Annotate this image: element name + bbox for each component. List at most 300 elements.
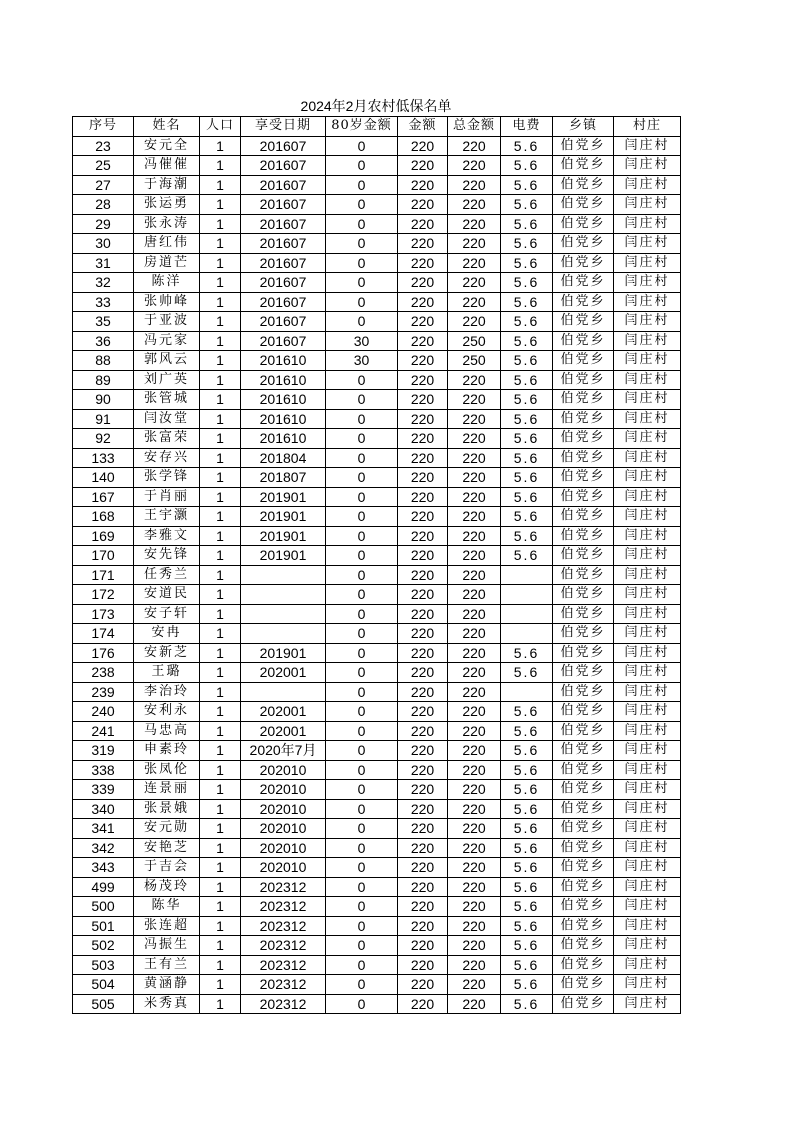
village-cell: 闫庄村: [614, 585, 681, 605]
electric-fee-cell: 5.6: [501, 156, 553, 176]
name-cell: 杨茂玲: [134, 877, 200, 897]
start-date-cell: [241, 624, 326, 644]
table-row: [73, 858, 681, 878]
amount-cell: 220: [398, 721, 448, 741]
start-date-cell: 202312: [241, 936, 326, 956]
township-cell: 伯党乡: [553, 936, 614, 956]
amount-cell: 220: [398, 370, 448, 390]
start-date-cell: 202010: [241, 838, 326, 858]
start-date-cell: 202312: [241, 877, 326, 897]
name-cell: 王宇灏: [134, 507, 200, 527]
table-row: [73, 682, 681, 702]
township-cell: 伯党乡: [553, 409, 614, 429]
village-cell: 闫庄村: [614, 819, 681, 839]
population-cell: 1: [200, 643, 241, 663]
table-row: [73, 565, 681, 585]
name-cell: 冯元家: [134, 331, 200, 351]
electric-fee-cell: 5.6: [501, 234, 553, 254]
total-amount-cell: 220: [448, 312, 501, 332]
electric-fee-cell: 5.6: [501, 838, 553, 858]
population-cell: 1: [200, 253, 241, 273]
township-cell: 伯党乡: [553, 624, 614, 644]
serial-cell: 501: [73, 916, 134, 936]
electric-fee-cell: 5.6: [501, 994, 553, 1014]
population-cell: 1: [200, 760, 241, 780]
population-cell: 1: [200, 702, 241, 722]
township-cell: 伯党乡: [553, 487, 614, 507]
serial-cell: 341: [73, 819, 134, 839]
population-cell: 1: [200, 975, 241, 995]
start-date-cell: 202010: [241, 780, 326, 800]
start-date-cell: 202312: [241, 897, 326, 917]
age80-amount-cell: 0: [326, 760, 398, 780]
serial-cell: 504: [73, 975, 134, 995]
township-cell: 伯党乡: [553, 955, 614, 975]
township-cell: 伯党乡: [553, 721, 614, 741]
amount-cell: 220: [398, 955, 448, 975]
amount-cell: 220: [398, 175, 448, 195]
name-cell: 连景丽: [134, 780, 200, 800]
age80-amount-cell: 0: [326, 292, 398, 312]
electric-fee-cell: 5.6: [501, 643, 553, 663]
township-cell: 伯党乡: [553, 390, 614, 410]
village-cell: 闫庄村: [614, 663, 681, 683]
start-date-cell: [241, 682, 326, 702]
table-row: [73, 936, 681, 956]
population-cell: 1: [200, 546, 241, 566]
start-date-cell: 201610: [241, 409, 326, 429]
table-row: [73, 526, 681, 546]
township-cell: 伯党乡: [553, 799, 614, 819]
start-date-cell: 201610: [241, 370, 326, 390]
age80-amount-cell: 0: [326, 916, 398, 936]
name-cell: 安新芝: [134, 643, 200, 663]
name-cell: 张管城: [134, 390, 200, 410]
serial-cell: 338: [73, 760, 134, 780]
amount-cell: 220: [398, 741, 448, 761]
total-amount-cell: 220: [448, 175, 501, 195]
township-cell: 伯党乡: [553, 195, 614, 215]
serial-cell: 167: [73, 487, 134, 507]
serial-cell: 92: [73, 429, 134, 449]
amount-cell: 220: [398, 195, 448, 215]
name-cell: 王璐: [134, 663, 200, 683]
electric-fee-cell: 5.6: [501, 273, 553, 293]
start-date-cell: 202001: [241, 663, 326, 683]
village-cell: 闫庄村: [614, 936, 681, 956]
amount-cell: 220: [398, 253, 448, 273]
township-cell: 伯党乡: [553, 448, 614, 468]
table-row: [73, 136, 681, 156]
amount-cell: 220: [398, 819, 448, 839]
age80-amount-cell: 0: [326, 526, 398, 546]
township-cell: 伯党乡: [553, 312, 614, 332]
table-row: [73, 780, 681, 800]
serial-cell: 35: [73, 312, 134, 332]
total-amount-cell: 220: [448, 663, 501, 683]
age80-amount-cell: 0: [326, 370, 398, 390]
total-amount-cell: 220: [448, 156, 501, 176]
age80-amount-cell: 0: [326, 448, 398, 468]
village-cell: 闫庄村: [614, 292, 681, 312]
serial-cell: 174: [73, 624, 134, 644]
total-amount-cell: 250: [448, 351, 501, 371]
table-row: [73, 273, 681, 293]
township-cell: 伯党乡: [553, 585, 614, 605]
electric-fee-cell: 5.6: [501, 214, 553, 234]
village-cell: 闫庄村: [614, 916, 681, 936]
table-row: [73, 877, 681, 897]
electric-fee-cell: 5.6: [501, 409, 553, 429]
village-cell: 闫庄村: [614, 975, 681, 995]
header-col-serial: 序号: [73, 117, 134, 137]
serial-cell: 340: [73, 799, 134, 819]
township-cell: 伯党乡: [553, 370, 614, 390]
start-date-cell: 202001: [241, 721, 326, 741]
start-date-cell: 201607: [241, 292, 326, 312]
township-cell: 伯党乡: [553, 175, 614, 195]
population-cell: 1: [200, 877, 241, 897]
name-cell: 安道民: [134, 585, 200, 605]
age80-amount-cell: 0: [326, 780, 398, 800]
table-row: [73, 370, 681, 390]
start-date-cell: [241, 604, 326, 624]
start-date-cell: 202001: [241, 702, 326, 722]
electric-fee-cell: 5.6: [501, 390, 553, 410]
start-date-cell: 201607: [241, 273, 326, 293]
header-col-age80-amount: 80岁金额: [326, 117, 398, 137]
name-cell: 安先锋: [134, 546, 200, 566]
population-cell: 1: [200, 156, 241, 176]
name-cell: 房道芒: [134, 253, 200, 273]
start-date-cell: 202312: [241, 975, 326, 995]
age80-amount-cell: 0: [326, 273, 398, 293]
township-cell: 伯党乡: [553, 507, 614, 527]
total-amount-cell: 220: [448, 994, 501, 1014]
village-cell: 闫庄村: [614, 487, 681, 507]
serial-cell: 499: [73, 877, 134, 897]
total-amount-cell: 220: [448, 273, 501, 293]
age80-amount-cell: 30: [326, 331, 398, 351]
serial-cell: 29: [73, 214, 134, 234]
village-cell: 闫庄村: [614, 838, 681, 858]
table-row: [73, 838, 681, 858]
township-cell: 伯党乡: [553, 156, 614, 176]
total-amount-cell: 220: [448, 624, 501, 644]
table-row: [73, 468, 681, 488]
electric-fee-cell: 5.6: [501, 546, 553, 566]
age80-amount-cell: 0: [326, 409, 398, 429]
township-cell: 伯党乡: [553, 546, 614, 566]
electric-fee-cell: [501, 585, 553, 605]
amount-cell: 220: [398, 487, 448, 507]
serial-cell: 168: [73, 507, 134, 527]
name-cell: 郭风云: [134, 351, 200, 371]
amount-cell: 220: [398, 429, 448, 449]
start-date-cell: 202312: [241, 994, 326, 1014]
amount-cell: 220: [398, 156, 448, 176]
township-cell: 伯党乡: [553, 351, 614, 371]
population-cell: 1: [200, 195, 241, 215]
name-cell: 安元全: [134, 136, 200, 156]
population-cell: 1: [200, 507, 241, 527]
total-amount-cell: 220: [448, 448, 501, 468]
start-date-cell: 201901: [241, 487, 326, 507]
amount-cell: 220: [398, 565, 448, 585]
age80-amount-cell: 0: [326, 136, 398, 156]
document-title: 2024年2月农村低保名单: [300, 98, 452, 114]
village-cell: 闫庄村: [614, 624, 681, 644]
serial-cell: 240: [73, 702, 134, 722]
table-row: [73, 760, 681, 780]
table-row: [73, 409, 681, 429]
name-cell: 张富荣: [134, 429, 200, 449]
population-cell: 1: [200, 273, 241, 293]
start-date-cell: 201607: [241, 234, 326, 254]
name-cell: 安子轩: [134, 604, 200, 624]
serial-cell: 171: [73, 565, 134, 585]
subsidy-table: [72, 116, 681, 1014]
electric-fee-cell: 5.6: [501, 897, 553, 917]
population-cell: 1: [200, 624, 241, 644]
township-cell: 伯党乡: [553, 760, 614, 780]
population-cell: 1: [200, 234, 241, 254]
name-cell: 马忠高: [134, 721, 200, 741]
total-amount-cell: 220: [448, 799, 501, 819]
total-amount-cell: 220: [448, 819, 501, 839]
serial-cell: 28: [73, 195, 134, 215]
serial-cell: 27: [73, 175, 134, 195]
table-row: [73, 331, 681, 351]
township-cell: 伯党乡: [553, 682, 614, 702]
start-date-cell: 202010: [241, 760, 326, 780]
electric-fee-cell: 5.6: [501, 487, 553, 507]
name-cell: 张连超: [134, 916, 200, 936]
population-cell: 1: [200, 312, 241, 332]
table-row: [73, 487, 681, 507]
name-cell: 唐红伟: [134, 234, 200, 254]
amount-cell: 220: [398, 975, 448, 995]
amount-cell: 220: [398, 780, 448, 800]
name-cell: 张景娥: [134, 799, 200, 819]
name-cell: 李雅文: [134, 526, 200, 546]
start-date-cell: 202312: [241, 955, 326, 975]
village-cell: 闫庄村: [614, 799, 681, 819]
name-cell: 张永涛: [134, 214, 200, 234]
township-cell: 伯党乡: [553, 643, 614, 663]
population-cell: 1: [200, 897, 241, 917]
total-amount-cell: 220: [448, 468, 501, 488]
village-cell: 闫庄村: [614, 507, 681, 527]
population-cell: 1: [200, 526, 241, 546]
header-col-electric-fee: 电费: [501, 117, 553, 137]
township-cell: 伯党乡: [553, 838, 614, 858]
amount-cell: 220: [398, 273, 448, 293]
village-cell: 闫庄村: [614, 546, 681, 566]
serial-cell: 500: [73, 897, 134, 917]
start-date-cell: 202010: [241, 799, 326, 819]
amount-cell: 220: [398, 682, 448, 702]
table-row: [73, 292, 681, 312]
township-cell: 伯党乡: [553, 994, 614, 1014]
population-cell: 1: [200, 136, 241, 156]
village-cell: 闫庄村: [614, 195, 681, 215]
population-cell: 1: [200, 351, 241, 371]
village-cell: 闫庄村: [614, 351, 681, 371]
electric-fee-cell: 5.6: [501, 312, 553, 332]
village-cell: 闫庄村: [614, 429, 681, 449]
age80-amount-cell: 0: [326, 975, 398, 995]
serial-cell: 176: [73, 643, 134, 663]
age80-amount-cell: 0: [326, 507, 398, 527]
amount-cell: 220: [398, 624, 448, 644]
village-cell: 闫庄村: [614, 253, 681, 273]
electric-fee-cell: 5.6: [501, 175, 553, 195]
amount-cell: 220: [398, 643, 448, 663]
township-cell: 伯党乡: [553, 253, 614, 273]
age80-amount-cell: 0: [326, 487, 398, 507]
total-amount-cell: 220: [448, 546, 501, 566]
total-amount-cell: 220: [448, 234, 501, 254]
start-date-cell: 201610: [241, 429, 326, 449]
township-cell: 伯党乡: [553, 975, 614, 995]
township-cell: 伯党乡: [553, 526, 614, 546]
amount-cell: 220: [398, 526, 448, 546]
serial-cell: 503: [73, 955, 134, 975]
start-date-cell: 201607: [241, 331, 326, 351]
total-amount-cell: 220: [448, 390, 501, 410]
total-amount-cell: 220: [448, 585, 501, 605]
population-cell: 1: [200, 409, 241, 429]
village-cell: 闫庄村: [614, 312, 681, 332]
age80-amount-cell: 0: [326, 721, 398, 741]
population-cell: 1: [200, 604, 241, 624]
township-cell: 伯党乡: [553, 273, 614, 293]
name-cell: 张帅峰: [134, 292, 200, 312]
table-row: [73, 643, 681, 663]
population-cell: 1: [200, 682, 241, 702]
village-cell: 闫庄村: [614, 682, 681, 702]
electric-fee-cell: 5.6: [501, 780, 553, 800]
population-cell: 1: [200, 721, 241, 741]
total-amount-cell: 220: [448, 897, 501, 917]
age80-amount-cell: 0: [326, 858, 398, 878]
start-date-cell: [241, 585, 326, 605]
table-row: [73, 195, 681, 215]
amount-cell: 220: [398, 136, 448, 156]
serial-cell: 343: [73, 858, 134, 878]
age80-amount-cell: 0: [326, 682, 398, 702]
village-cell: 闫庄村: [614, 760, 681, 780]
village-cell: 闫庄村: [614, 409, 681, 429]
population-cell: 1: [200, 429, 241, 449]
name-cell: 安冉: [134, 624, 200, 644]
village-cell: 闫庄村: [614, 643, 681, 663]
table-row: [73, 994, 681, 1014]
total-amount-cell: 220: [448, 136, 501, 156]
village-cell: 闫庄村: [614, 526, 681, 546]
township-cell: 伯党乡: [553, 780, 614, 800]
population-cell: 1: [200, 292, 241, 312]
name-cell: 张凤伦: [134, 760, 200, 780]
village-cell: 闫庄村: [614, 175, 681, 195]
serial-cell: 25: [73, 156, 134, 176]
village-cell: 闫庄村: [614, 877, 681, 897]
table-row: [73, 955, 681, 975]
township-cell: 伯党乡: [553, 877, 614, 897]
start-date-cell: 201901: [241, 546, 326, 566]
amount-cell: 220: [398, 858, 448, 878]
name-cell: 刘广英: [134, 370, 200, 390]
table-row: [73, 897, 681, 917]
population-cell: 1: [200, 780, 241, 800]
village-cell: 闫庄村: [614, 214, 681, 234]
total-amount-cell: 220: [448, 370, 501, 390]
village-cell: 闫庄村: [614, 234, 681, 254]
village-cell: 闫庄村: [614, 604, 681, 624]
village-cell: 闫庄村: [614, 702, 681, 722]
amount-cell: 220: [398, 916, 448, 936]
age80-amount-cell: 0: [326, 643, 398, 663]
serial-cell: 170: [73, 546, 134, 566]
population-cell: 1: [200, 858, 241, 878]
start-date-cell: 2020年7月: [241, 741, 326, 761]
electric-fee-cell: 5.6: [501, 760, 553, 780]
amount-cell: 220: [398, 897, 448, 917]
serial-cell: 31: [73, 253, 134, 273]
serial-cell: 239: [73, 682, 134, 702]
amount-cell: 220: [398, 312, 448, 332]
amount-cell: 220: [398, 507, 448, 527]
start-date-cell: 201607: [241, 195, 326, 215]
start-date-cell: 202312: [241, 916, 326, 936]
population-cell: 1: [200, 799, 241, 819]
electric-fee-cell: 5.6: [501, 702, 553, 722]
population-cell: 1: [200, 487, 241, 507]
township-cell: 伯党乡: [553, 702, 614, 722]
start-date-cell: [241, 565, 326, 585]
township-cell: 伯党乡: [553, 565, 614, 585]
age80-amount-cell: 0: [326, 877, 398, 897]
header-col-amount: 金额: [398, 117, 448, 137]
village-cell: 闫庄村: [614, 136, 681, 156]
village-cell: 闫庄村: [614, 565, 681, 585]
name-cell: 于亚波: [134, 312, 200, 332]
total-amount-cell: 220: [448, 741, 501, 761]
electric-fee-cell: 5.6: [501, 955, 553, 975]
serial-cell: 88: [73, 351, 134, 371]
serial-cell: 140: [73, 468, 134, 488]
start-date-cell: 201610: [241, 390, 326, 410]
electric-fee-cell: 5.6: [501, 721, 553, 741]
township-cell: 伯党乡: [553, 663, 614, 683]
population-cell: 1: [200, 214, 241, 234]
electric-fee-cell: 5.6: [501, 331, 553, 351]
serial-cell: 238: [73, 663, 134, 683]
age80-amount-cell: 0: [326, 175, 398, 195]
village-cell: 闫庄村: [614, 156, 681, 176]
population-cell: 1: [200, 331, 241, 351]
total-amount-cell: 220: [448, 604, 501, 624]
township-cell: 伯党乡: [553, 819, 614, 839]
village-cell: 闫庄村: [614, 858, 681, 878]
electric-fee-cell: 5.6: [501, 819, 553, 839]
electric-fee-cell: 5.6: [501, 858, 553, 878]
name-cell: 任秀兰: [134, 565, 200, 585]
amount-cell: 220: [398, 936, 448, 956]
table-row: [73, 234, 681, 254]
amount-cell: 220: [398, 877, 448, 897]
